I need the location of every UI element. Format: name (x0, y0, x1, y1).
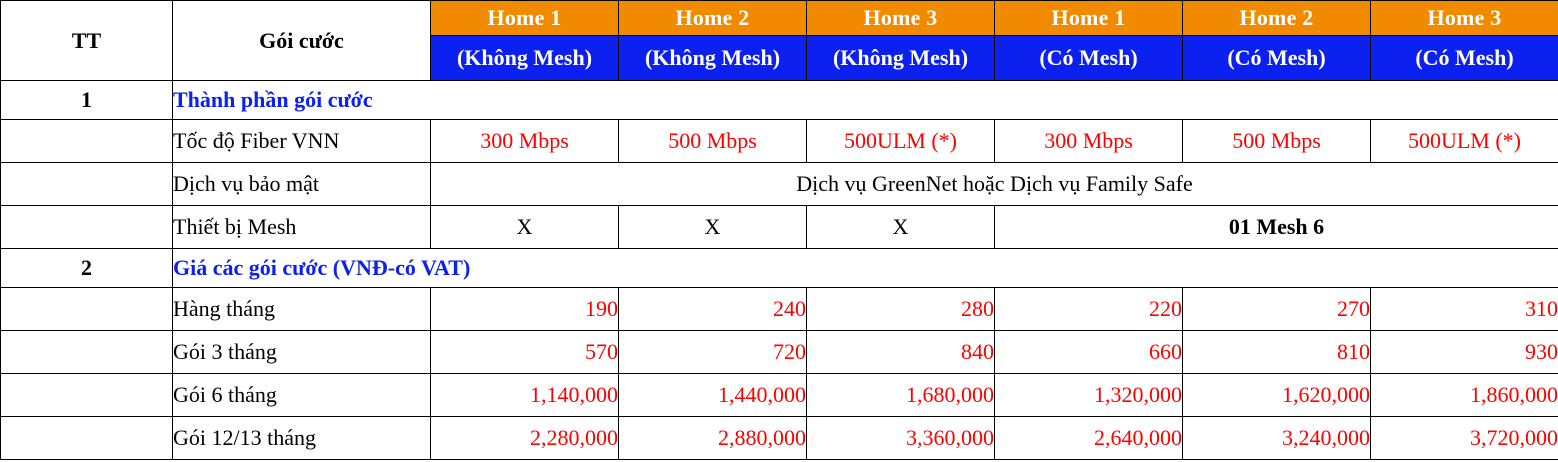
row-value: 720 (619, 331, 807, 374)
table-row (1, 163, 1558, 206)
header-tt: TT (1, 1, 173, 81)
row-value: 1,140,000 (431, 374, 619, 417)
section-title: Giá các gói cước (VNĐ-có VAT) (173, 249, 1558, 288)
row-value: X (619, 206, 807, 249)
header-col-3-bottom: (Không Mesh) (807, 36, 995, 81)
row-index-blank (1, 417, 173, 460)
header-col-6-bottom: (Có Mesh) (1371, 36, 1558, 81)
row-value: 280 (807, 288, 995, 331)
row-value: 240 (619, 288, 807, 331)
header-col-3-top: Home 3 (807, 1, 995, 36)
header-col-4-bottom: (Có Mesh) (995, 36, 1183, 81)
section-title: Thành phần gói cước (173, 81, 1558, 120)
row-value: 190 (431, 288, 619, 331)
row-value: 660 (995, 331, 1183, 374)
row-value: 1,320,000 (995, 374, 1183, 417)
row-value: 2,640,000 (995, 417, 1183, 460)
table-header-row-top (1, 1, 1558, 36)
section-row (1, 249, 1558, 288)
row-index-blank (1, 206, 173, 249)
header-col-4-top: Home 1 (995, 1, 1183, 36)
row-value: X (807, 206, 995, 249)
table-row (1, 374, 1558, 417)
row-index-blank (1, 331, 173, 374)
header-col-5-bottom: (Có Mesh) (1183, 36, 1371, 81)
row-value: X (431, 206, 619, 249)
header-plan: Gói cước (173, 1, 431, 81)
row-value: 840 (807, 331, 995, 374)
row-value: 500 Mbps (619, 120, 807, 163)
row-value: 3,720,000 (1371, 417, 1558, 460)
row-value: 1,620,000 (1183, 374, 1371, 417)
row-value: 3,240,000 (1183, 417, 1371, 460)
row-index-blank (1, 288, 173, 331)
section-number: 1 (1, 81, 173, 120)
row-value: 930 (1371, 331, 1558, 374)
header-col-5-top: Home 2 (1183, 1, 1371, 36)
row-merged-value: 01 Mesh 6 (995, 206, 1558, 249)
row-value: 310 (1371, 288, 1558, 331)
row-label: Tốc độ Fiber VNN (173, 120, 431, 163)
row-value: 2,880,000 (619, 417, 807, 460)
section-row (1, 81, 1558, 120)
table-row (1, 206, 1558, 249)
table-row (1, 120, 1558, 163)
row-label: Gói 6 tháng (173, 374, 431, 417)
table-row (1, 288, 1558, 331)
row-value: 300 Mbps (995, 120, 1183, 163)
table-row (1, 417, 1558, 460)
row-value: 2,280,000 (431, 417, 619, 460)
row-index-blank (1, 163, 173, 206)
row-value: 300 Mbps (431, 120, 619, 163)
row-value: 3,360,000 (807, 417, 995, 460)
row-label: Dịch vụ bảo mật (173, 163, 431, 206)
row-value: 500ULM (*) (1371, 120, 1558, 163)
header-col-1-top: Home 1 (431, 1, 619, 36)
row-value: 270 (1183, 288, 1371, 331)
row-value: 1,860,000 (1371, 374, 1558, 417)
row-value: 500 Mbps (1183, 120, 1371, 163)
header-col-1-bottom: (Không Mesh) (431, 36, 619, 81)
section-number: 2 (1, 249, 173, 288)
row-value: 810 (1183, 331, 1371, 374)
row-index-blank (1, 374, 173, 417)
row-label: Gói 12/13 tháng (173, 417, 431, 460)
table-row (1, 331, 1558, 374)
row-merged-value: Dịch vụ GreenNet hoặc Dịch vụ Family Safe (431, 163, 1558, 206)
row-index-blank (1, 120, 173, 163)
header-col-6-top: Home 3 (1371, 1, 1558, 36)
row-value: 1,440,000 (619, 374, 807, 417)
header-col-2-bottom: (Không Mesh) (619, 36, 807, 81)
row-value: 570 (431, 331, 619, 374)
header-col-2-top: Home 2 (619, 1, 807, 36)
row-value: 1,680,000 (807, 374, 995, 417)
row-value: 500ULM (*) (807, 120, 995, 163)
row-label: Hàng tháng (173, 288, 431, 331)
row-label: Thiết bị Mesh (173, 206, 431, 249)
row-value: 220 (995, 288, 1183, 331)
row-label: Gói 3 tháng (173, 331, 431, 374)
